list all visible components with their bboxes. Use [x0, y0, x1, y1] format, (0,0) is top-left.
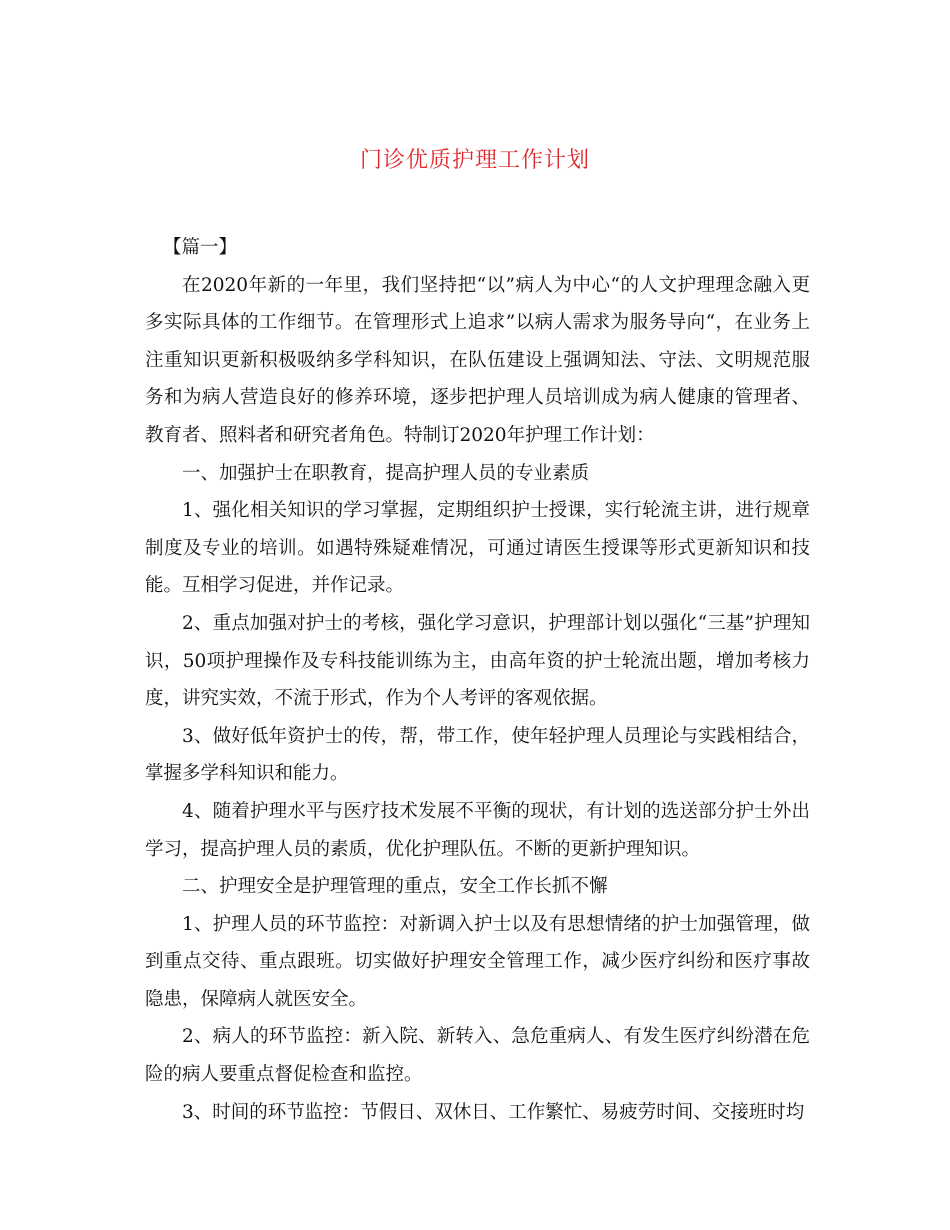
heading-section-1: 一、加强护士在职教育，提高护理人员的专业素质	[182, 462, 590, 484]
section-tag: 【篇一】	[163, 237, 238, 258]
paragraph-2-3: 3、时间的环节监控：节假日、双休日、工作繁忙、易疲劳时间、交接班时均	[182, 1101, 805, 1123]
paragraph-intro: 在2020年新的一年里，我们坚持把“以”病人为中心“的人文护理理念融入更多实际具体的工作细节。在管理形式上追求”以病人需求为服务导向“，在业务上注重知识更新积极吸纳多学科知识，在队伍建设上强调知法、守法、文明规范服务和为病人营造良好的修养环境，逐步把护理人员培训成为病人健康的管理者、教育者、照料者和研究者角色。特制订2020年护理工作计划：	[145, 274, 810, 446]
document-body	[145, 229, 810, 1131]
paragraph-1-2: 2、重点加强对护士的考核，强化学习意识，护理部计划以强化“三基”护理知识，50项护理操作及专科技能训练为主，由高年资的护士轮流出题，增加考核力度，讲究实效，不流于形式，作为个人考评的客观依据。	[145, 612, 810, 710]
paragraph-2-2: 2、病人的环节监控：新入院、新转入、急危重病人、有发生医疗纠纷潜在危险的病人要重点督促检查和监控。	[145, 1026, 810, 1086]
paragraph-1-4: 4、随着护理水平与医疗技术发展不平衡的现状，有计划的选送部分护士外出学习，提高护理人员的素质，优化护理队伍。不断的更新护理知识。	[145, 800, 810, 860]
paragraph-2-1: 1、护理人员的环节监控：对新调入护士以及有思想情绪的护士加强管理，做到重点交待、重点跟班。切实做好护理安全管理工作，减少医疗纠纷和医疗事故隐患，保障病人就医安全。	[145, 913, 810, 1010]
paragraph-1-1: 1、强化相关知识的学习掌握，定期组织护士授课，实行轮流主讲，进行规章制度及专业的培训。如遇特殊疑难情况，可通过请医生授课等形式更新知识和技能。互相学习促进，并作记录。	[145, 500, 810, 597]
document-title: 门诊优质护理工作计划	[359, 148, 590, 173]
heading-section-2: 二、护理安全是护理管理的重点，安全工作长抓不懈	[182, 876, 608, 898]
paragraph-1-3: 3、做好低年资护士的传，帮，带工作，使年轻护理人员理论与实践相结合，掌握多学科知识和能力。	[145, 725, 810, 785]
